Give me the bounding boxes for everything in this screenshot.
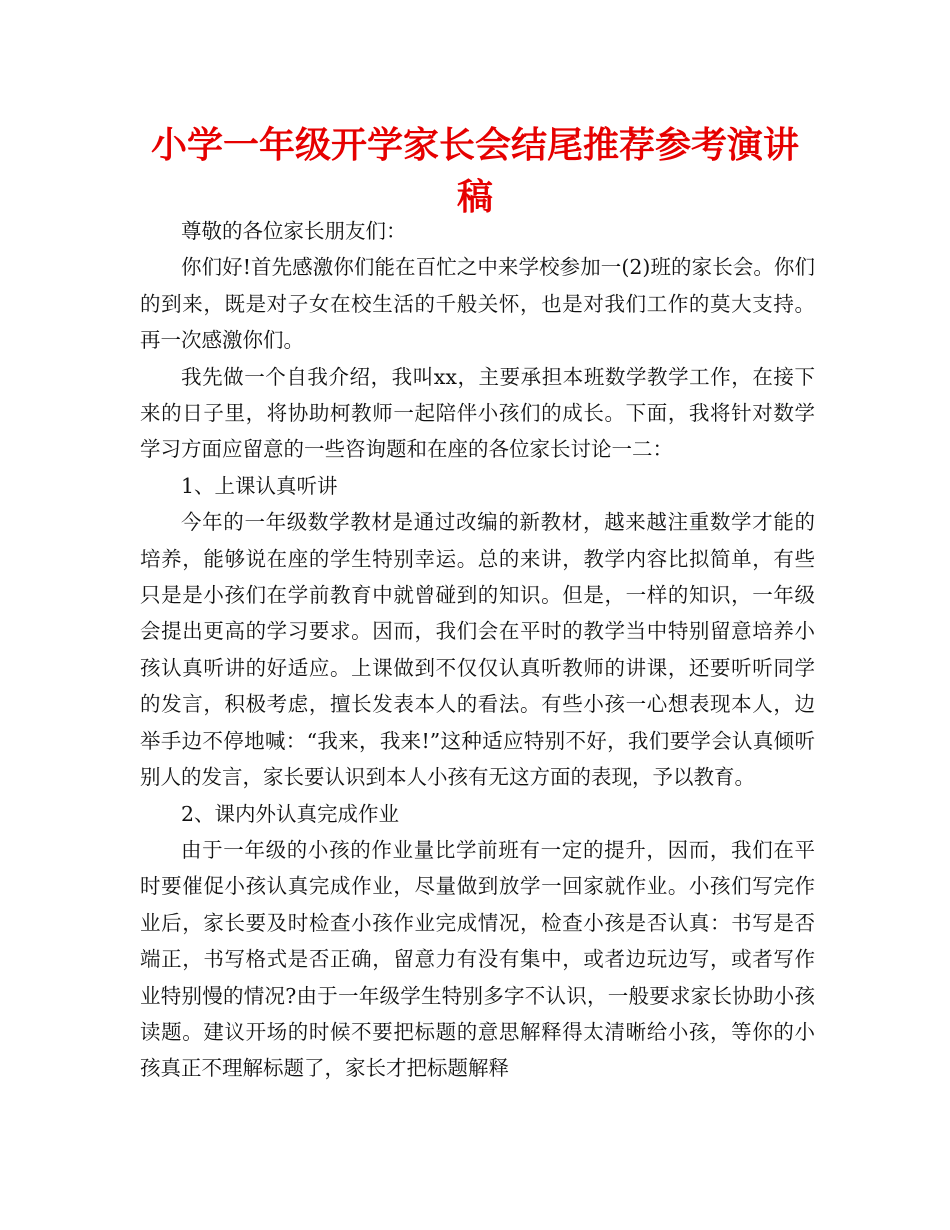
section-heading-homework: 2、课内外认真完成作业	[181, 801, 400, 826]
paragraph-listening: 今年的一年级数学教材是通过改编的新教材，越来越注重数学才能的培养，能够说在座的学生特别幸运。总的来讲，教学内容比拟简单，有些只是是小孩们在学前教育中就曾碰到的知识。但是，一样的知识，一年级会提出更高的学习要求。因而，我们会在平时的教学当中特别留意培养小孩认真听讲的好适应。上课做到不仅仅认真听教师的讲课，还要听听同学的发言，积极考虑，擅长发表本人的看法。有些小孩一心想表现本人，边举手边不停地喊：“我来，我来!”这种适应特别不好，我们要学会认真倾听别人的发言，家长要认识到本人小孩有无这方面的表现，予以教育。	[140, 510, 815, 790]
paragraph-introduction: 我先做一个自我介绍，我叫xx，主要承担本班数学教学工作，在接下来的日子里，将协助柯教师一起陪伴小孩们的成长。下面，我将针对数学学习方面应留意的一些咨询题和在座的各位家长讨论一二：	[140, 364, 815, 462]
document-title: 小学一年级开学家长会结尾推荐参考演讲稿	[150, 125, 799, 218]
paragraph-homework: 由于一年级的小孩的作业量比学前班有一定的提升，因而，我们在平时要催促小孩认真完成作业，尽量做到放学一回家就作业。小孩们写完作业后，家长要及时检查小孩作业完成情况，检查小孩是否认真：书写是否端正，书写格式是否正确，留意力有没有集中，或者边玩边写，或者写作业特别慢的情况?由于一年级学生特别多字不认识，一般要求家长协助小孩读题。建议开场的时候不要把标题的意思解释得太清晰给小孩，等你的小孩真正不理解标题了，家长才把标题解释	[140, 837, 815, 1081]
document-body	[140, 213, 815, 1087]
paragraph-thanks: 你们好!首先感激你们能在百忙之中来学校参加一(2)班的家长会。你们的到来，既是对子女在校生活的千般关怀，也是对我们工作的莫大支持。再一次感激你们。	[140, 255, 815, 353]
section-heading-listening: 1、上课认真听讲	[181, 473, 338, 498]
paragraph-greeting: 尊敬的各位家长朋友们：	[181, 219, 407, 243]
